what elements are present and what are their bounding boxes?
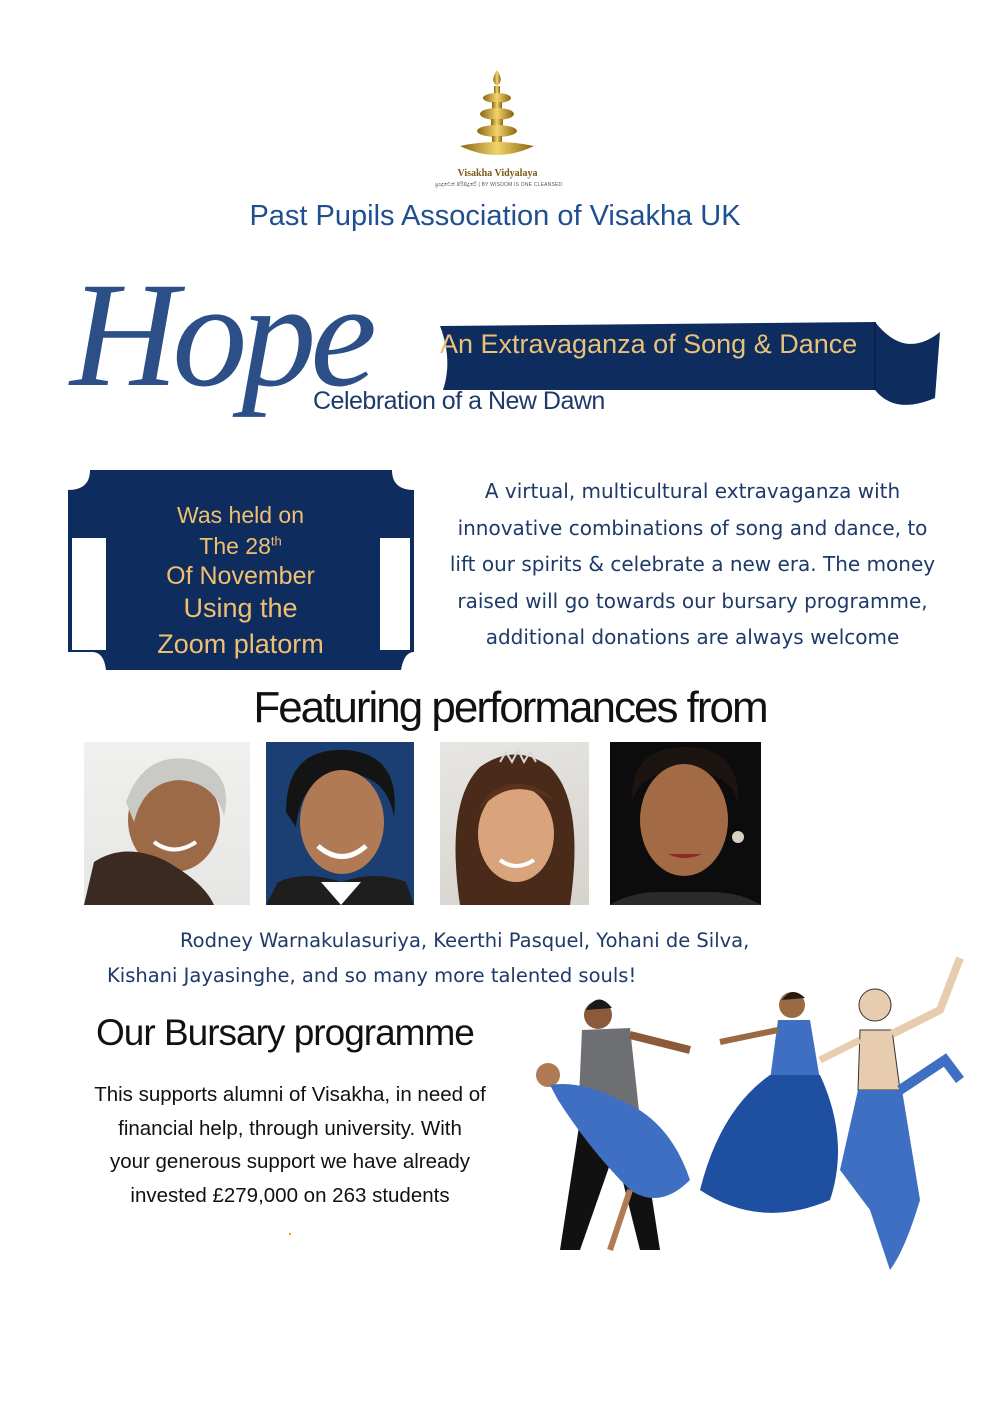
oil-lamp-icon [440,68,555,168]
event-description [430,473,955,656]
dancers-illustration [520,950,970,1280]
description-line: lift our spirits & celebrate a new era. The money [449,552,936,576]
description-line: raised will go towards our bursary programme, [457,588,928,613]
bursary-line: financial help, through university. With [118,1116,462,1140]
event-platform: Zoom platorm [157,629,324,659]
bursary-line-last [55,1179,525,1246]
bursary-end-mark: . [287,1217,293,1240]
bursary-heading: Our Bursary programme [96,1012,474,1053]
performer-photo-3 [440,742,589,905]
performer-photo-4 [610,742,761,905]
logo-name: Visakha Vidyalaya [457,168,538,179]
hope-script-title: Hope [70,252,371,418]
performer-photo-1 [84,742,250,905]
performers-line-1: Rodney Warnakulasuriya, Keerthi Pasquel, Yohani de Silva, [180,929,750,952]
event-day: The 28 [199,533,271,559]
event-line-4: Using the [183,593,298,623]
ribbon-text: An Extravaganza of Song & Dance [440,329,858,359]
banner-subtitle: Celebration of a New Dawn [313,387,605,415]
description-line: innovative combinations of song and dance, to [457,515,928,540]
event-date [118,533,363,560]
event-line-1: Was held on [177,502,304,528]
event-month: Of November [166,562,315,590]
logo-motto: ප්‍රඥාවෙන් පිරිසිදුවේ | BY WISDOM IS ONE CLEANSED [435,182,563,188]
performers-line-2: Kishani Jayasinghe, and so many more talented souls! [107,964,637,987]
featuring-heading: Featuring performances from [253,683,767,732]
event-day-suffix: th [270,533,282,549]
performer-photo-2 [266,742,414,905]
description-line: A virtual, multicultural extravaganza with [484,479,901,503]
event-info-box [68,470,414,670]
school-logo [435,68,563,198]
association-title: Past Pupils Association of Visakha UK [249,200,741,232]
hope-banner [60,252,960,445]
bursary-line: This supports alumni of Visakha, in need of [94,1083,486,1106]
bursary-line: your generous support we have already [109,1150,471,1173]
bursary-line: invested £279,000 on 263 students [130,1183,450,1207]
bursary-text [55,1078,525,1246]
description-line: additional donations are always welcome [485,625,900,649]
